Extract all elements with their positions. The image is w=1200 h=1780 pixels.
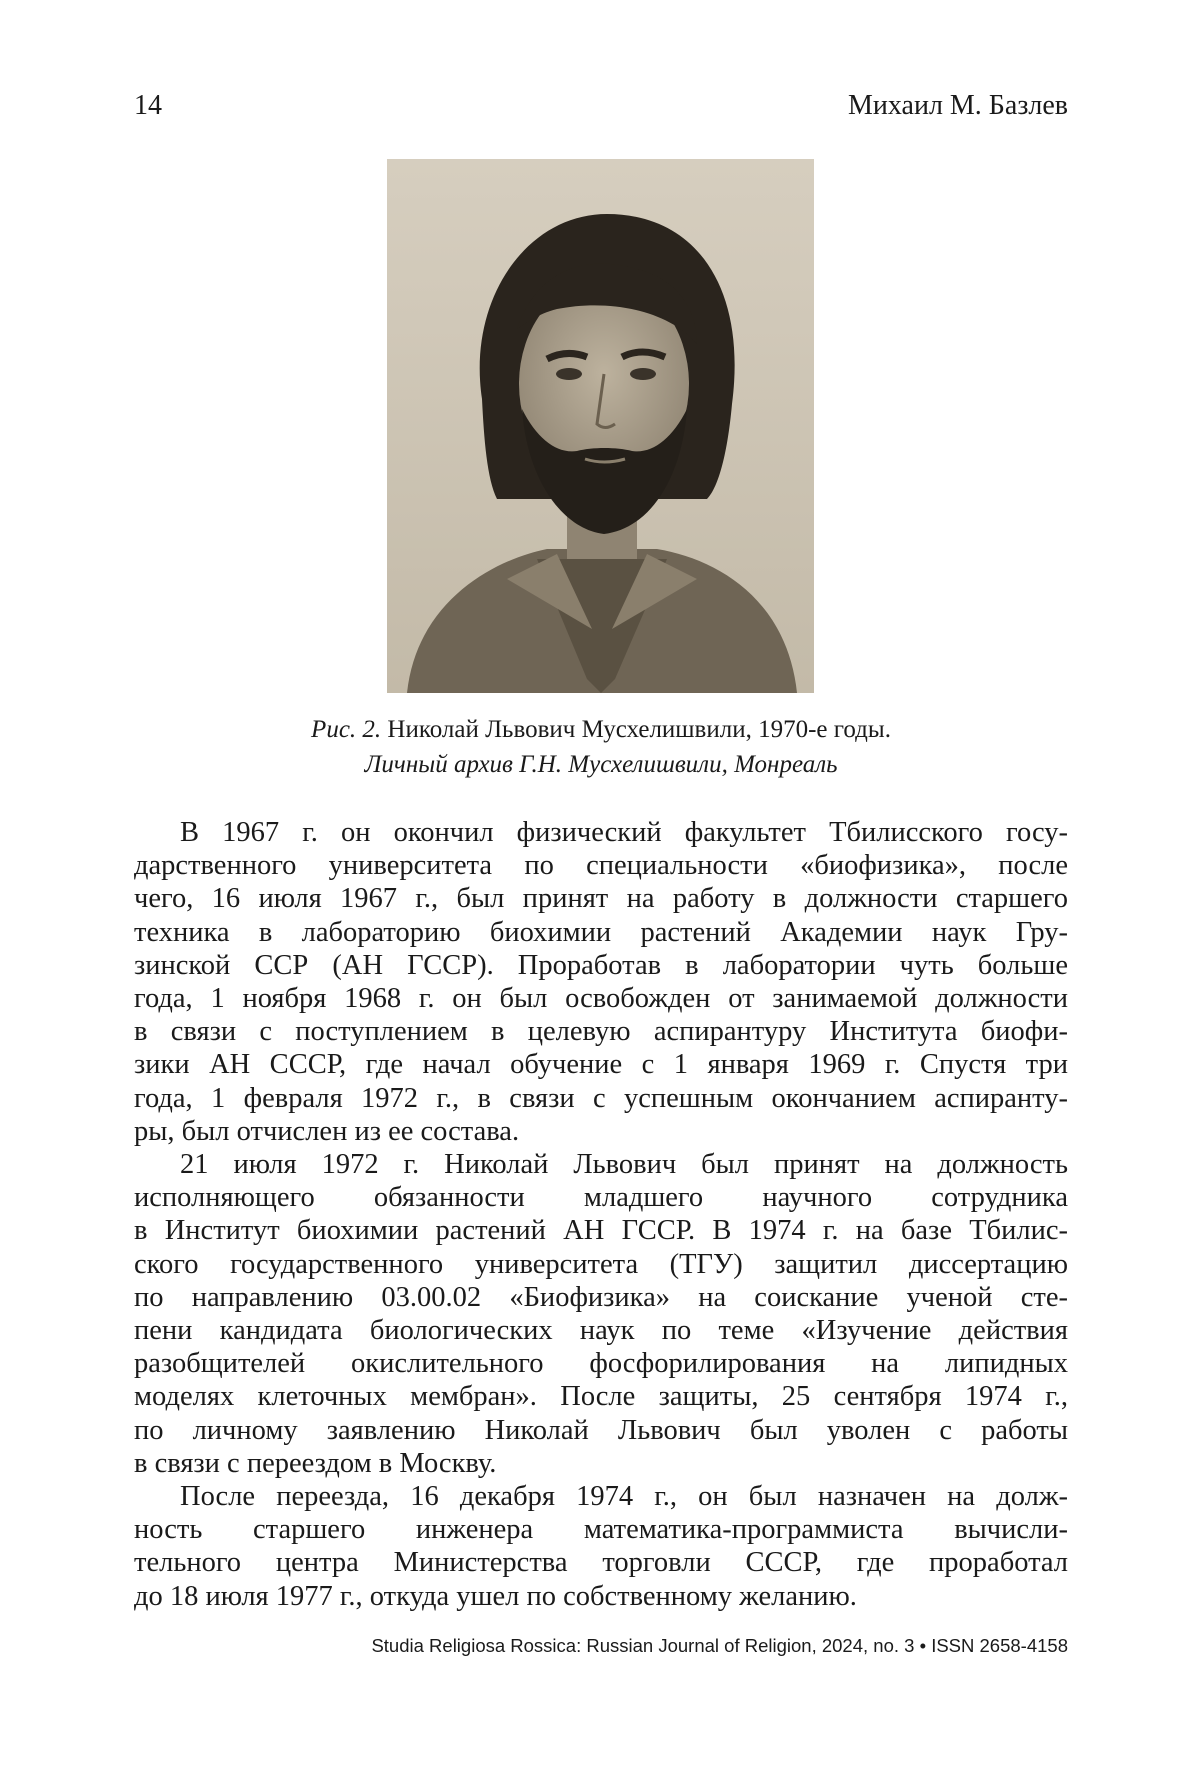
- text-line: зинской ССР (АН ГССР). Проработав в лаборатории чуть больше: [134, 949, 1068, 981]
- text-line: моделях клеточных мембран». После защиты, 25 сентября 1974 г.,: [134, 1381, 1068, 1413]
- text-line: ность старшего инженера математика-программиста вычисли-: [134, 1514, 1068, 1546]
- text-line: до 18 июля 1977 г., откуда ушел по собственному желанию.: [134, 1580, 857, 1612]
- text-line: техника в лабораторию биохимии растений Академии наук Гру-: [134, 916, 1068, 948]
- journal-title: Studia Religiosa Rossica: Russian Journal of Religion, 2024, no. 3: [371, 1635, 915, 1656]
- figure-source: Личный архив Г.Н. Мусхелишвили, Монреаль: [364, 751, 838, 778]
- text-line: в связи с поступлением в целевую аспирантуру Института биофи-: [134, 1016, 1068, 1048]
- text-line: ского государственного университета (ТГУ) защитил диссертацию: [134, 1248, 1068, 1280]
- text-line: года, 1 февраля 1972 г., в связи с успешным окончанием аспиранту-: [134, 1082, 1068, 1114]
- text-line: исполняющего обязанности младшего научного сотрудника: [134, 1182, 1068, 1214]
- text-line: в Институт биохимии растений АН ГССР. В 1974 г. на базе Тбилис-: [134, 1215, 1068, 1247]
- text-line: по личному заявлению Николай Львович был уволен с работы: [134, 1414, 1068, 1446]
- text-line: тельного центра Министерства торговли СССР, где проработал: [134, 1547, 1068, 1579]
- text-line: зики АН СССР, где начал обучение с 1 января 1969 г. Спустя три: [134, 1049, 1068, 1081]
- journal-issn: ISSN 2658-4158: [931, 1635, 1068, 1656]
- text-line: После переезда, 16 декабря 1974 г., он был назначен на долж-: [180, 1481, 1068, 1513]
- text-line: чего, 16 июля 1967 г., был принят на работу в должности старшего: [134, 883, 1068, 915]
- figure-title: Николай Львович Мусхелишвили, 1970-е годы.: [381, 716, 891, 743]
- text-line: года, 1 ноября 1968 г. он был освобожден от занимаемой должности: [134, 983, 1068, 1015]
- running-author: Михаил М. Базлев: [848, 90, 1068, 121]
- text-line: пени кандидата биологических наук по теме «Изучение действия: [134, 1315, 1068, 1347]
- text-line: дарственного университета по специальности «биофизика», после: [134, 850, 1068, 882]
- portrait-photo: [387, 159, 814, 693]
- text-line: разобщителей окислительного фосфорилирования на липидных: [134, 1348, 1068, 1380]
- text-line: В 1967 г. он окончил физический факультет Тбилисского госу-: [180, 817, 1068, 848]
- caption-line-1: [134, 712, 1068, 747]
- figure-label: Рис. 2.: [311, 716, 382, 743]
- figure-caption: [134, 712, 1068, 782]
- footer-separator: •: [919, 1635, 927, 1656]
- text-line: 21 июля 1972 г. Николай Львович был принят на должность: [180, 1149, 1068, 1181]
- running-header: [134, 86, 1068, 126]
- page-number: 14: [134, 90, 162, 121]
- text-line: по направлению 03.00.02 «Биофизика» на соискание ученой сте-: [134, 1281, 1068, 1313]
- text-line: в связи с переездом в Москву.: [134, 1447, 497, 1479]
- text-line: ры, был отчислен из ее состава.: [134, 1115, 520, 1147]
- caption-line-2: [134, 747, 1068, 782]
- article-body: [134, 816, 1068, 1613]
- journal-footer: [134, 1633, 1068, 1659]
